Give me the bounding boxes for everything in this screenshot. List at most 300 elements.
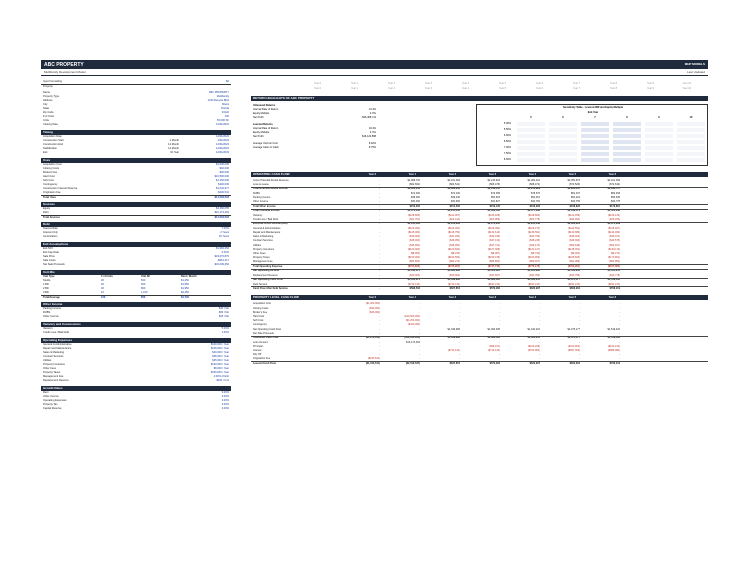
cf-cell: ($123,600) xyxy=(447,247,460,251)
cf-cell: $2,170,065 xyxy=(487,222,500,226)
cf-cell: - xyxy=(579,306,580,310)
cf-cell: $2,176,058 xyxy=(407,209,420,213)
input-value[interactable]: 33122 xyxy=(221,111,229,114)
cf-cell: - xyxy=(579,340,580,344)
cf-cell: $2,086,840 xyxy=(447,187,460,191)
cf-cell: - xyxy=(619,315,620,318)
cf-cell: $1,422,322 xyxy=(487,269,500,273)
cf-cell: $708,219 xyxy=(609,286,620,290)
cf-cell: ($23,778) xyxy=(529,218,540,221)
row-label: Construction Start xyxy=(43,139,64,142)
cf-cell: $1,475,177 xyxy=(567,336,580,339)
cf-cell: ($154,500) xyxy=(447,256,460,260)
cf-cell: ($23,086) xyxy=(489,218,500,221)
sens-cell xyxy=(613,146,641,150)
cf-cell: ($126,132) xyxy=(607,213,620,217)
cf-cell: - xyxy=(539,310,540,314)
total-line xyxy=(251,286,708,287)
sens-cell xyxy=(677,158,705,162)
row-label: Repair and Maintenance xyxy=(43,347,72,350)
metric-label: Equity Multiple xyxy=(253,131,270,134)
column-year: Year 5 xyxy=(568,296,576,300)
column-year: Year 1 xyxy=(408,296,416,300)
cf-cell: - xyxy=(419,357,420,361)
year-label: Year 3 xyxy=(424,82,432,85)
sens-cell xyxy=(549,140,577,144)
cf-cell: - xyxy=(579,331,580,335)
brand-label: MHP MODELS xyxy=(684,62,705,66)
cf-cell: - xyxy=(579,323,580,327)
row-label: Replacement Reserve xyxy=(43,379,69,382)
input-value[interactable]: 1234 Remote Blvd xyxy=(207,99,229,102)
cf-cell: $2,371,289 xyxy=(607,222,620,226)
cf-cell: $83,468 xyxy=(610,192,620,195)
sens-cell xyxy=(677,146,705,150)
input-value[interactable]: $60 / Mo xyxy=(218,311,229,314)
section-header: Unit Mix xyxy=(41,270,231,275)
cf-cell: $54,024 xyxy=(570,196,580,200)
cf-row-label: Sales & Marketing xyxy=(253,235,274,239)
input-value[interactable]: $4,360,055 xyxy=(216,207,229,210)
unit-cell[interactable]: $1,950 xyxy=(181,287,189,290)
input-value[interactable]: 3.00% xyxy=(221,399,229,402)
cf-cell: ($42,436) xyxy=(489,235,500,239)
input-value[interactable]: $10,500,000 xyxy=(214,175,229,178)
cf-row-label: Levered Cash Flow xyxy=(253,361,276,365)
input-value[interactable]: 30 Years xyxy=(218,235,229,238)
year-label: Year 4 xyxy=(461,87,469,90)
row-label: Construction Interest Reserve xyxy=(43,187,78,190)
cf-cell: ($139,113) xyxy=(608,247,620,251)
input-value[interactable]: $45,000 / Year xyxy=(212,359,229,362)
cf-cell: ($35,000) xyxy=(409,239,420,243)
input-value[interactable]: Florida xyxy=(221,107,229,110)
cf-cell: - xyxy=(539,315,540,318)
cf-cell: - xyxy=(459,323,460,327)
sens-cell xyxy=(677,134,705,138)
sens-row-header: 8.00% xyxy=(503,158,511,161)
cf-cell: ($12,190,000) xyxy=(404,336,420,339)
cf-cell: ($72,642) xyxy=(609,183,620,187)
cf-cell: ($86,803) xyxy=(489,260,500,264)
unit-cell[interactable]: 40 xyxy=(101,283,104,286)
cf-cell: $173,891 xyxy=(609,204,620,208)
cf-cell: $1,390,495 xyxy=(487,327,500,331)
sens-cell xyxy=(613,122,641,126)
row-label: Interest Only xyxy=(43,231,58,234)
unit-cell[interactable]: $2,450 xyxy=(181,291,189,294)
cf-cell: ($10,500,000) xyxy=(404,315,420,318)
cf-cell: ($811,213) xyxy=(488,282,500,286)
row-label: # of Units xyxy=(43,115,54,118)
input-value[interactable]: $40 / Mo xyxy=(218,307,229,310)
cf-row-label: RUBS xyxy=(253,192,260,195)
cf-cell: ($108,803) xyxy=(407,213,420,217)
assumption-row xyxy=(41,151,231,155)
cf-cell: - xyxy=(619,302,620,306)
input-value[interactable]: $300 / Unit xyxy=(216,379,229,382)
cf-cell: ($712,142) xyxy=(447,282,460,286)
cf-cell: ($689,080) xyxy=(607,349,620,352)
cf-cell: - xyxy=(379,286,380,290)
cf-cell: - xyxy=(379,200,380,204)
cf-row-label: Replacement Reserve xyxy=(253,273,278,277)
input-value[interactable]: $40,000 / Year xyxy=(212,351,229,354)
sens-cell xyxy=(645,140,673,144)
cf-cell: ($9,004) xyxy=(570,252,580,255)
metric-value: 2.76x xyxy=(369,112,376,115)
cf-cell: ($22,413) xyxy=(449,218,460,221)
input-value[interactable]: $8,000 / Year xyxy=(213,367,229,370)
cf-cell: - xyxy=(579,310,580,314)
column-year: Year 2 xyxy=(448,173,456,176)
cf-cell: ($712,142) xyxy=(487,349,500,352)
cf-cell: ($103,000) xyxy=(447,226,460,230)
cf-cell: ($1,250,000) xyxy=(405,319,420,323)
cf-cell: $30,000 xyxy=(410,200,420,204)
cf-cell: ($50,648) xyxy=(569,243,580,247)
cf-row-label: Total Potential Income xyxy=(253,209,280,213)
cf-row-label: Interest xyxy=(253,349,262,352)
cf-cell: ($712,142) xyxy=(447,349,460,352)
cf-cell: ($113,904) xyxy=(568,344,580,348)
cf-cell: $1,519,432 xyxy=(607,327,620,331)
cf-cell: ($115,927) xyxy=(608,226,620,230)
row-label: Other Income xyxy=(43,315,59,318)
cf-cell: - xyxy=(379,273,380,277)
cf-cell: $663,964 xyxy=(569,361,580,365)
cf-cell: ($144,909) xyxy=(607,231,620,234)
cf-row-label: Property Taxes xyxy=(253,256,270,260)
year-label: Year 8 xyxy=(609,87,617,90)
cf-cell: ($8,742) xyxy=(530,252,540,255)
unit-cell[interactable]: 10 xyxy=(101,291,104,294)
input-value[interactable]: $120,000 / Year xyxy=(210,363,229,366)
input-value[interactable]: 12/31/2023 xyxy=(216,143,229,146)
input-value[interactable]: $14,533,518 xyxy=(214,196,229,199)
cf-row-label: Net Operating Cash Flow xyxy=(253,278,283,281)
cf-cell: - xyxy=(499,353,500,357)
cf-cell: - xyxy=(379,179,380,182)
unit-cell: 2 BD xyxy=(43,287,49,290)
cf-cell: ($1,000,000) xyxy=(365,302,380,306)
cf-cell: - xyxy=(379,183,380,187)
unit-cell: Total/Average xyxy=(43,296,60,299)
subsection-label: Unlevered Returns xyxy=(253,104,276,107)
input-value[interactable]: 5.00% xyxy=(221,327,229,330)
input-value[interactable]: Multifamily xyxy=(216,95,229,98)
cf-cell: $2,350,873 xyxy=(567,179,580,182)
input-value[interactable]: $125,000 / Year xyxy=(210,347,229,350)
cf-row-label: Vacancy xyxy=(253,213,263,217)
cf-cell: ($106,090) xyxy=(487,226,500,230)
cf-cell: ($1,310,541) xyxy=(365,361,380,365)
unit-cell[interactable]: 600 xyxy=(141,283,146,286)
cf-row-label: Net Operating Cash Flow xyxy=(253,327,282,331)
unit-cell[interactable]: $1,550 xyxy=(181,283,189,286)
cf-cell: - xyxy=(499,340,500,344)
section-header: Uses xyxy=(41,158,231,163)
cf-cell: ($31,827) xyxy=(489,273,500,277)
input-value[interactable]: ABC PROPERTY xyxy=(208,91,229,94)
input-value[interactable]: Miami xyxy=(222,103,229,106)
input-value[interactable]: 1.00% xyxy=(221,331,229,334)
row-label: RUBS xyxy=(43,311,51,314)
sens-col-header: 9 xyxy=(658,116,660,119)
row-label: Vacancy xyxy=(43,327,53,330)
input-value[interactable]: 3.00% xyxy=(221,395,229,398)
cf-cell: ($64,541) xyxy=(449,183,460,187)
spreadsheet xyxy=(41,60,708,523)
input-value[interactable]: $1,000,000 xyxy=(216,163,229,166)
input-value[interactable]: -$661,417 xyxy=(217,259,229,262)
input-value[interactable]: $440,000 xyxy=(218,183,229,186)
row-label: Operating Expenses xyxy=(43,399,67,402)
row-label: Rent xyxy=(43,391,49,394)
cf-cell: - xyxy=(459,340,460,344)
unit-cell[interactable]: $1,740 xyxy=(181,296,189,299)
cf-cell: - xyxy=(379,209,380,213)
assumption-row xyxy=(41,235,231,239)
section-header: Exit Assumptions xyxy=(41,242,231,247)
input-value[interactable]: 12/31/2022 xyxy=(216,123,229,126)
input-value[interactable]: $25 / Mo xyxy=(218,315,229,318)
cf-row-label: Principal xyxy=(253,344,263,348)
row-label: Parking Income xyxy=(43,307,62,310)
input-value[interactable]: $14,533,518 xyxy=(214,216,229,219)
row-label: Property Tax xyxy=(43,403,58,406)
cf-cell: $2,026,058 xyxy=(407,187,420,191)
sens-cell xyxy=(677,122,705,126)
cf-cell: ($125,000) xyxy=(407,231,420,234)
input-value[interactable]: 6.00% xyxy=(221,251,229,254)
input-value[interactable]: 4.00% of EGI xyxy=(213,375,229,378)
cf-cell: ($440,000) xyxy=(407,323,420,327)
assumption-row xyxy=(41,84,231,88)
section-header: Other Income xyxy=(41,302,231,307)
cf-row-label: Total Other Income xyxy=(253,204,276,208)
cf-cell: ($40,000) xyxy=(409,235,420,239)
row-label: Utilities xyxy=(43,359,52,362)
metric-label: Net Profit xyxy=(253,116,264,119)
cf-row-label: Property Insurance xyxy=(253,247,275,251)
input-value[interactable]: 12/31/2022 xyxy=(216,135,229,138)
cf-row-label: Origination Fee xyxy=(253,357,271,361)
assumptions-panel xyxy=(41,80,231,523)
section-header: Timing xyxy=(41,130,231,135)
cf-cell: - xyxy=(539,340,540,344)
input-value[interactable]: $0 xyxy=(226,80,229,83)
input-value[interactable]: 100 xyxy=(224,115,229,118)
sens-cell xyxy=(645,128,673,132)
sens-cell xyxy=(645,158,673,162)
assumption-row xyxy=(41,315,231,319)
input-value[interactable]: $35,000 / Year xyxy=(212,355,229,358)
cf-cell: ($811,213) xyxy=(608,282,620,286)
cf-cell: - xyxy=(459,315,460,318)
cf-cell: - xyxy=(499,331,500,335)
input-value[interactable]: $40,000 xyxy=(219,167,229,170)
cf-cell: $579,282 xyxy=(489,286,500,290)
cf-cell: ($32,782) xyxy=(529,273,540,277)
input-value[interactable]: 3.00% xyxy=(221,391,229,394)
cf-cell: $52,451 xyxy=(530,196,540,200)
cf-cell: $2,045,494 xyxy=(407,222,420,226)
unit-cell[interactable]: 1,100 xyxy=(141,291,148,294)
year-label: Year 5 xyxy=(498,82,506,85)
cf-cell: - xyxy=(379,349,380,352)
unit-cell[interactable]: $1,250 xyxy=(181,279,189,282)
input-value[interactable]: $1,250,000 xyxy=(216,179,229,182)
cf-cell: ($34,778) xyxy=(609,273,620,277)
unit-cell[interactable]: 650 xyxy=(141,296,146,299)
sensitivity-table xyxy=(476,104,708,166)
cf-row-label: Other Income xyxy=(253,200,269,204)
sens-cell xyxy=(677,152,705,156)
input-value[interactable]: $32,409,452 xyxy=(214,263,229,266)
input-value[interactable]: $100,000 / Year xyxy=(210,343,229,346)
metric-value: 8.75% xyxy=(368,146,376,149)
cf-row-label: Repair and Maintenance xyxy=(253,231,281,234)
unit-cell[interactable]: 500 xyxy=(141,279,146,282)
cf-cell: $1,475,177 xyxy=(567,278,580,281)
input-value[interactable]: 1/31/2023 xyxy=(217,139,229,142)
cf-cell: $620,997 xyxy=(529,286,540,290)
cf-cell: $1,310,674 xyxy=(407,278,420,281)
input-value[interactable]: $150,000 / Year xyxy=(210,371,229,374)
input-value[interactable]: 12/31/2033 xyxy=(216,151,229,154)
metric-value: 4.70x xyxy=(369,131,376,134)
cf-cell: ($41,200) xyxy=(449,235,460,239)
cf-cell: $72,000 xyxy=(410,192,420,195)
row-label: Origination Fee xyxy=(43,191,61,194)
row-label: Units xyxy=(43,119,49,122)
cf-cell: - xyxy=(419,310,420,314)
input-value[interactable]: 12/31/2024 xyxy=(216,147,229,150)
cf-cell: ($68,472) xyxy=(529,183,540,187)
input-value[interactable]: $10,173,463 xyxy=(214,211,229,214)
subtitle-bar xyxy=(41,69,708,76)
row-label: Soft Cost xyxy=(43,179,54,182)
sens-row-header: 7.50% xyxy=(503,152,511,155)
cf-cell: $32,782 xyxy=(530,200,540,204)
unit-cell[interactable]: 30 xyxy=(101,287,104,290)
cf-cell: ($120,000) xyxy=(407,247,420,251)
cf-cell: ($30,900) xyxy=(449,273,460,277)
row-label: Amortization xyxy=(43,235,58,238)
row-label: Construction End xyxy=(43,143,63,146)
sens-cell xyxy=(549,158,577,162)
year-label: Year 1 xyxy=(350,87,358,90)
section-header: Sources xyxy=(41,202,231,207)
input-value[interactable]: $1,984,252 xyxy=(216,247,229,250)
cf-cell: ($122,459) xyxy=(567,213,580,217)
total-line xyxy=(251,361,708,362)
cf-row-label: Debt Service xyxy=(253,282,268,286)
cf-cell: $50,923 xyxy=(490,196,500,200)
total-line xyxy=(251,336,708,337)
cf-row-label: Pay Off xyxy=(253,353,262,357)
cf-cell: ($47,741) xyxy=(489,243,500,247)
input-value[interactable]: $240,541 xyxy=(218,191,229,194)
total-line xyxy=(251,278,708,279)
unit-cell: Studio xyxy=(43,279,51,282)
cf-cell: $2,151,382 xyxy=(447,179,460,182)
unit-cell[interactable]: 100 xyxy=(101,296,106,299)
unit-cell[interactable]: 20 xyxy=(101,279,104,282)
sens-cell xyxy=(645,134,673,138)
sens-cell xyxy=(581,146,609,150)
section-header: Debt xyxy=(41,222,231,227)
column-year: Year 0 xyxy=(368,173,376,176)
input-value[interactable]: $1,032,977 xyxy=(216,187,229,190)
cf-cell: $48,000 xyxy=(410,196,420,200)
cf-cell: $55,645 xyxy=(610,196,620,200)
cf-cell: ($46,371) xyxy=(609,235,620,239)
input-value[interactable]: 2 Years xyxy=(220,231,229,234)
year-label: Year 9 xyxy=(646,87,654,90)
row-label: Exit xyxy=(43,151,48,154)
cf-row-label: Closing Costs xyxy=(253,306,269,310)
sens-row-header: 6.50% xyxy=(503,140,511,143)
unit-cell: 1 BD xyxy=(43,283,49,286)
cf-cell: - xyxy=(379,282,380,286)
metric-label: Internal Rate of Return xyxy=(253,108,279,111)
cf-cell: - xyxy=(619,353,620,357)
highlights-header: RETURN HIGHLIGHTS OF ABC PROPERTY xyxy=(251,96,708,101)
year-label: Year 3 xyxy=(424,87,432,90)
row-value: 12 Month xyxy=(168,147,179,150)
cf-cell: ($150,000) xyxy=(407,256,420,260)
cf-cell: $2,149,445 xyxy=(487,187,500,191)
input-value[interactable]: $33,070,870 xyxy=(214,255,229,258)
year-label: Year 10 xyxy=(682,87,691,90)
row-label: Zip Code xyxy=(43,111,54,114)
input-value[interactable]: 65,000 SF xyxy=(217,119,229,122)
cf-cell: $620,997 xyxy=(529,361,540,365)
cf-cell: ($240,541) xyxy=(367,357,380,361)
cf-cell: - xyxy=(619,306,620,310)
cf-cell: - xyxy=(499,306,500,310)
cf-cell: - xyxy=(459,319,460,323)
input-value[interactable]: 3.00% xyxy=(221,407,229,410)
input-value[interactable]: 3.00% xyxy=(221,403,229,406)
row-label: Net Sale Proceeds xyxy=(43,263,65,266)
sens-cell xyxy=(581,122,609,126)
cf-cell: - xyxy=(379,327,380,331)
row-label: Input Formatting xyxy=(43,80,62,83)
cf-cell: - xyxy=(379,319,380,323)
unit-col-header: Unit SF xyxy=(141,275,151,278)
cf-cell: $159,135 xyxy=(489,204,500,208)
cf-cell: - xyxy=(499,310,500,314)
cf-cell: $1,349,996 xyxy=(447,336,460,339)
assumption-row xyxy=(41,195,231,199)
cf-row-label: Total Operating Expense xyxy=(253,264,283,268)
column-year: Year 3 xyxy=(488,173,496,176)
input-value[interactable]: $30,000 xyxy=(219,171,229,174)
cf-cell: $81,037 xyxy=(570,192,580,195)
cf-cell: $2,106,860 xyxy=(447,222,460,226)
input-value[interactable]: 7.00% xyxy=(221,227,229,230)
section-header: OPERATING CASH FLOW xyxy=(251,172,708,177)
year-label: Year 6 xyxy=(535,82,543,85)
cf-cell: $2,308,580 xyxy=(487,209,500,213)
unit-cell[interactable]: 800 xyxy=(141,287,146,290)
cf-cell: ($128,750) xyxy=(447,231,460,234)
cf-cell: ($2,016,537) xyxy=(405,361,420,365)
sens-cell xyxy=(517,128,545,132)
